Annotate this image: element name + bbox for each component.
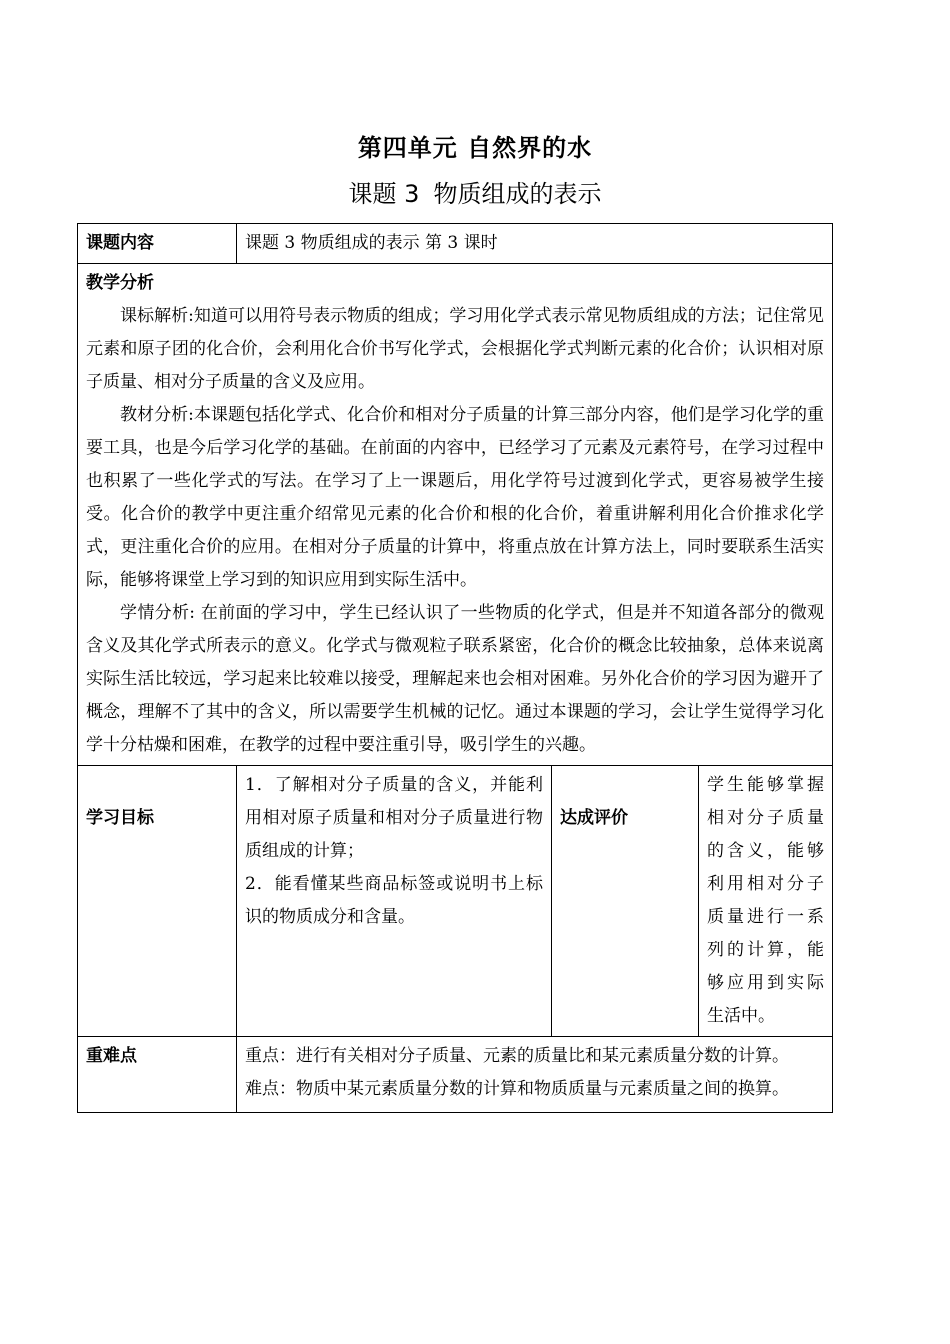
analysis-label: 教学分析 <box>86 273 154 293</box>
objective-item: 1．了解相对分子质量的含义，并能利用相对原子质量和相对分子质量进行物质组成的计算； <box>245 775 543 861</box>
key-points-cell <box>237 1037 833 1113</box>
objectives-row <box>78 766 833 1037</box>
analysis-cell <box>78 264 833 766</box>
objective-item: 2．能看懂某些商品标签或说明书上标识的物质成分和含量。 <box>245 874 543 927</box>
lesson-title <box>0 174 950 209</box>
lesson-plan-table <box>77 223 833 1113</box>
key-points-label: 重难点 <box>78 1037 237 1113</box>
objectives-cell <box>237 766 552 1037</box>
curriculum-analysis: 课标解析:知道可以用符号表示物质的组成；学习用化学式表示常见物质组成的方法；记住常见元素和原子团的化合价，会利用化合价书写化学式，会根据化学式判断元素的化合价；认识相对原子质量、相对分子质量的含义及应用。 <box>86 306 825 392</box>
evaluation-label: 达成评价 <box>552 766 699 1037</box>
unit-title: 第四单元 自然界的水 <box>357 134 593 162</box>
key-difficulty: 难点：物质中某元素质量分数的计算和物质质量与元素质量之间的换算。 <box>245 1079 789 1099</box>
topic-row <box>78 224 833 264</box>
topic-label: 课题内容 <box>78 224 237 264</box>
lesson-name: 物质组成的表示 <box>433 180 602 208</box>
key-points-row <box>78 1037 833 1113</box>
lesson-number: 课题 3 <box>348 180 420 208</box>
key-focus: 重点：进行有关相对分子质量、元素的质量比和某元素质量分数的计算。 <box>245 1046 789 1066</box>
topic-value: 课题 3 物质组成的表示 第 3 课时 <box>237 224 833 264</box>
analysis-row <box>78 264 833 766</box>
evaluation-value: 学生能够掌握相对分子质量的含义，能够利用相对分子质量进行一系列的计算，能够应用到实际生活中。 <box>699 766 833 1037</box>
textbook-analysis: 教材分析:本课题包括化学式、化合价和相对分子质量的计算三部分内容，他们是学习化学的重要工具，也是今后学习化学的基础。在前面的内容中，已经学习了元素及元素符号，在学习过程中也积累了一些化学式的写法。在学习了上一课题后，用化学符号过渡到化学式，更容易被学生接受。化合价的教学中更注重介绍常见元素的化合价和根的化合价，着重讲解利用化合价推求化学式，更注重化合价的应用。在相对分子质量的计算中，将重点放在计算方法上，同时要联系生活实际，能够将课堂上学习到的知识应用到实际生活中。 <box>86 405 825 590</box>
student-analysis: 学情分析: 在前面的学习中，学生已经认识了一些物质的化学式，但是并不知道各部分的微观含义及其化学式所表示的意义。化学式与微观粒子联系紧密，化合价的概念比较抽象，总体来说离实际生活比较远，学习起来比较难以接受，理解起来也会相对困难。另外化合价的学习因为避开了概念，理解不了其中的含义，所以需要学生机械的记忆。通过本课题的学习，会让学生觉得学习化学十分枯燥和困难，在教学的过程中要注重引导，吸引学生的兴趣。 <box>86 603 825 755</box>
objectives-label: 学习目标 <box>78 766 237 1037</box>
